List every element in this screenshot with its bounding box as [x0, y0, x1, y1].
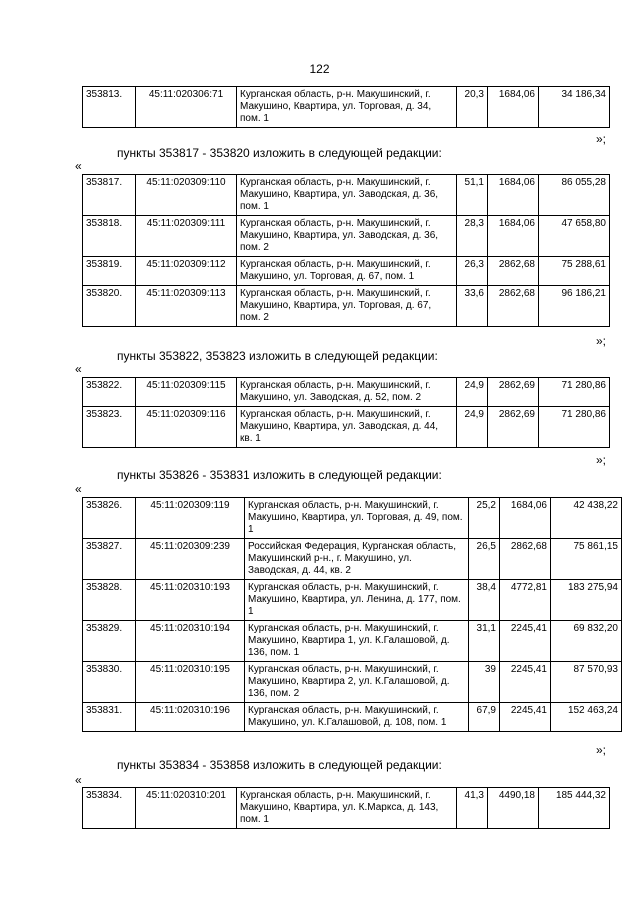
- row-number: 353822.: [83, 378, 136, 407]
- table-row: [83, 621, 622, 662]
- address: Курганская область, р-н. Макушинский, г. Макушино, Квартира, ул. К.Маркса, д. 143, пом. 1: [237, 788, 457, 829]
- table-row: [83, 703, 622, 732]
- area: 28,3: [457, 216, 488, 257]
- cadastral-number: 45:11:020309:112: [136, 257, 237, 286]
- table-section-3: [82, 377, 610, 448]
- price: 4772,81: [500, 580, 551, 621]
- table-row: [83, 662, 622, 703]
- area: 39: [469, 662, 500, 703]
- address: Курганская область, р-н. Макушинский, г. Макушино, ул. К.Галашовой, д. 108, пом. 1: [245, 703, 469, 732]
- row-number: 353828.: [83, 580, 136, 621]
- opening-quote: «: [75, 362, 82, 376]
- address: Курганская область, р-н. Макушинский, г. Макушино, Квартира, ул. Заводская, д. 36, пом. 2: [237, 216, 457, 257]
- row-number: 353819.: [83, 257, 136, 286]
- row-number: 353831.: [83, 703, 136, 732]
- row-number: 353820.: [83, 286, 136, 327]
- price: 1684,06: [500, 498, 551, 539]
- closing-quote: »;: [596, 132, 607, 146]
- table-row: [83, 378, 610, 407]
- row-number: 353834.: [83, 788, 136, 829]
- table-row: [83, 175, 610, 216]
- row-number: 353813.: [83, 87, 136, 128]
- price: 1684,06: [488, 175, 539, 216]
- row-number: 353823.: [83, 407, 136, 448]
- price: 2862,68: [488, 286, 539, 327]
- page-number: 122: [309, 62, 330, 76]
- address: Курганская область, р-н. Макушинский, г. Макушино, Квартира, ул. Ленина, д. 177, пом. 1: [245, 580, 469, 621]
- address: Российская Федерация, Курганская область, Макушинский р-н., г. Макушино, ул. Заводская, д. 44, кв. 2: [245, 539, 469, 580]
- area: 33,6: [457, 286, 488, 327]
- price: 1684,06: [488, 87, 539, 128]
- cost: 71 280,86: [539, 378, 610, 407]
- cost: 152 463,24: [551, 703, 622, 732]
- cost: 87 570,93: [551, 662, 622, 703]
- cadastral-number: 45:11:020310:193: [136, 580, 245, 621]
- table-section-5: [82, 787, 610, 829]
- cadastral-number: 45:11:020310:195: [136, 662, 245, 703]
- area: 25,2: [469, 498, 500, 539]
- row-number: 353830.: [83, 662, 136, 703]
- section-heading: пункты 353817 - 353820 изложить в следующей редакции:: [117, 146, 442, 160]
- area: 24,9: [457, 378, 488, 407]
- table-row: [83, 286, 610, 327]
- cost: 47 658,80: [539, 216, 610, 257]
- area: 41,3: [457, 788, 488, 829]
- area: 20,3: [457, 87, 488, 128]
- cost: 75 288,61: [539, 257, 610, 286]
- table-row: [83, 580, 622, 621]
- address: Курганская область, р-н. Макушинский, г. Макушино, ул. Торговая, д. 67, пом. 1: [237, 257, 457, 286]
- price: 2245,41: [500, 703, 551, 732]
- section-heading: пункты 353834 - 353858 изложить в следующей редакции:: [117, 758, 442, 772]
- cost: 75 861,15: [551, 539, 622, 580]
- table-row: [83, 87, 610, 128]
- address: Курганская область, р-н. Макушинский, г. Макушино, Квартира, ул. Заводская, д. 36, пом. 1: [237, 175, 457, 216]
- cost: 185 444,32: [539, 788, 610, 829]
- cadastral-number: 45:11:020306:71: [136, 87, 237, 128]
- section-heading: пункты 353822, 353823 изложить в следующей редакции:: [117, 349, 438, 363]
- closing-quote: »;: [596, 334, 607, 348]
- row-number: 353817.: [83, 175, 136, 216]
- area: 51,1: [457, 175, 488, 216]
- cost: 69 832,20: [551, 621, 622, 662]
- row-number: 353829.: [83, 621, 136, 662]
- table-section-1: [82, 86, 610, 128]
- cadastral-number: 45:11:020309:119: [136, 498, 245, 539]
- address: Курганская область, р-н. Макушинский, г. Макушино, Квартира, ул. Торговая, д. 49, пом. 1: [245, 498, 469, 539]
- row-number: 353827.: [83, 539, 136, 580]
- address: Курганская область, р-н. Макушинский, г. Макушино, Квартира, ул. Заводская, д. 44, кв. 1: [237, 407, 457, 448]
- address: Курганская область, р-н. Макушинский, г. Макушино, Квартира 1, ул. К.Галашовой, д. 136, пом. 1: [245, 621, 469, 662]
- address: Курганская область, р-н. Макушинский, г. Макушино, Квартира, ул. Торговая, д. 34, пом. 1: [237, 87, 457, 128]
- table-row: [83, 216, 610, 257]
- price: 2862,69: [488, 407, 539, 448]
- opening-quote: «: [75, 482, 82, 496]
- row-number: 353826.: [83, 498, 136, 539]
- address: Курганская область, р-н. Макушинский, г. Макушино, ул. Заводская, д. 52, пом. 2: [237, 378, 457, 407]
- cadastral-number: 45:11:020309:115: [136, 378, 237, 407]
- closing-quote: »;: [596, 743, 607, 757]
- area: 67,9: [469, 703, 500, 732]
- cost: 42 438,22: [551, 498, 622, 539]
- cost: 71 280,86: [539, 407, 610, 448]
- cost: 183 275,94: [551, 580, 622, 621]
- address: Курганская область, р-н. Макушинский, г. Макушино, Квартира, ул. Торговая, д. 67, пом. 2: [237, 286, 457, 327]
- price: 2245,41: [500, 662, 551, 703]
- cost: 96 186,21: [539, 286, 610, 327]
- cadastral-number: 45:11:020309:113: [136, 286, 237, 327]
- opening-quote: «: [75, 159, 82, 173]
- cost: 86 055,28: [539, 175, 610, 216]
- cost: 34 186,34: [539, 87, 610, 128]
- price: 2245,41: [500, 621, 551, 662]
- table-section-4: [82, 497, 622, 732]
- price: 2862,69: [488, 378, 539, 407]
- cadastral-number: 45:11:020310:196: [136, 703, 245, 732]
- area: 26,3: [457, 257, 488, 286]
- closing-quote: »;: [596, 453, 607, 467]
- price: 2862,68: [488, 257, 539, 286]
- table-row: [83, 498, 622, 539]
- cadastral-number: 45:11:020309:239: [136, 539, 245, 580]
- section-heading: пункты 353826 - 353831 изложить в следующей редакции:: [117, 468, 442, 482]
- table-row: [83, 407, 610, 448]
- table-row: [83, 788, 610, 829]
- table-row: [83, 257, 610, 286]
- address: Курганская область, р-н. Макушинский, г. Макушино, Квартира 2, ул. К.Галашовой, д. 136, пом. 2: [245, 662, 469, 703]
- opening-quote: «: [75, 773, 82, 787]
- area: 38,4: [469, 580, 500, 621]
- row-number: 353818.: [83, 216, 136, 257]
- cadastral-number: 45:11:020310:201: [136, 788, 237, 829]
- cadastral-number: 45:11:020309:116: [136, 407, 237, 448]
- table-row: [83, 539, 622, 580]
- area: 24,9: [457, 407, 488, 448]
- cadastral-number: 45:11:020309:111: [136, 216, 237, 257]
- area: 26,5: [469, 539, 500, 580]
- price: 1684,06: [488, 216, 539, 257]
- cadastral-number: 45:11:020310:194: [136, 621, 245, 662]
- cadastral-number: 45:11:020309:110: [136, 175, 237, 216]
- table-section-2: [82, 174, 610, 327]
- area: 31,1: [469, 621, 500, 662]
- price: 2862,68: [500, 539, 551, 580]
- price: 4490,18: [488, 788, 539, 829]
